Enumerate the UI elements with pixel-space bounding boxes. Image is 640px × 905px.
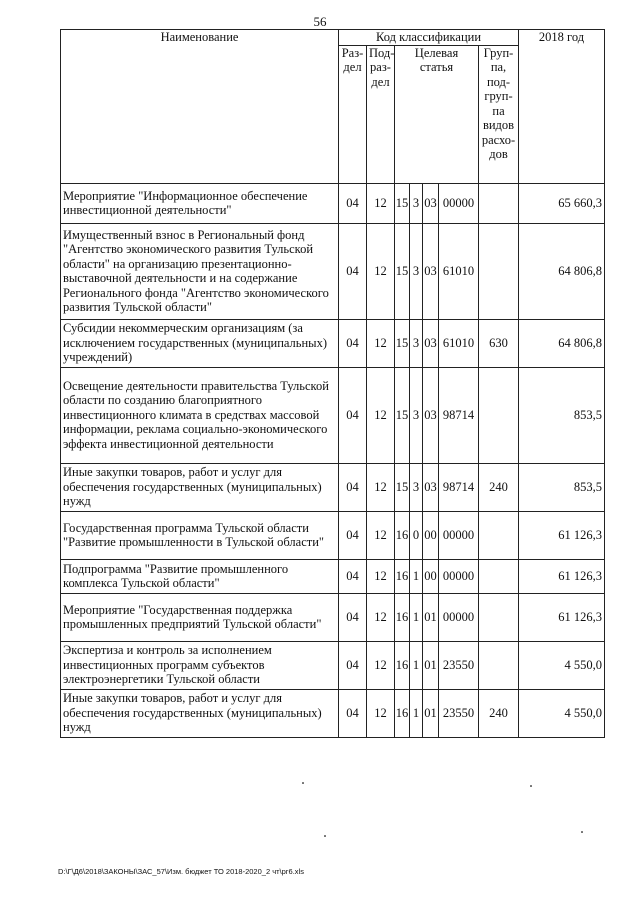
code-razdel: 04	[339, 223, 367, 319]
page-number: 56	[313, 14, 327, 29]
code-podrazdel: 12	[367, 223, 395, 319]
table-row	[61, 593, 605, 641]
row-amount: 853,5	[519, 367, 605, 463]
table-row	[61, 183, 605, 223]
code-expense-type: 630	[479, 319, 519, 367]
code-program: 15	[395, 319, 410, 367]
code-main-event: 03	[423, 183, 439, 223]
code-direction: 00000	[439, 559, 479, 593]
table-row	[61, 367, 605, 463]
row-amount: 64 806,8	[519, 223, 605, 319]
row-name: Субсидии некоммерческим организациям (за исключением государственных (муниципальных) учреждений)	[61, 319, 339, 367]
row-name: Иные закупки товаров, работ и услуг для обеспечения государственных (муниципальных) нужд	[61, 463, 339, 511]
code-podrazdel: 12	[367, 463, 395, 511]
code-razdel: 04	[339, 641, 367, 689]
header-target: Целевая статья	[395, 45, 479, 183]
header-year: 2018 год	[519, 30, 605, 184]
code-program: 16	[395, 511, 410, 559]
code-program: 15	[395, 367, 410, 463]
code-podrazdel: 12	[367, 593, 395, 641]
header-group: Груп- па, под- груп- па видов расхо- дов	[479, 45, 519, 183]
row-amount: 4 550,0	[519, 641, 605, 689]
code-direction: 61010	[439, 223, 479, 319]
code-razdel: 04	[339, 511, 367, 559]
code-razdel: 04	[339, 319, 367, 367]
code-subprogram: 1	[410, 593, 423, 641]
code-subprogram: 3	[410, 319, 423, 367]
code-direction: 00000	[439, 183, 479, 223]
header-code: Код классификации	[339, 30, 519, 46]
table-row	[61, 463, 605, 511]
row-name: Мероприятие "Информационное обеспечение инвестиционной деятельности"	[61, 183, 339, 223]
row-amount: 4 550,0	[519, 689, 605, 737]
code-direction: 00000	[439, 511, 479, 559]
code-subprogram: 3	[410, 367, 423, 463]
code-main-event: 03	[423, 367, 439, 463]
row-amount: 853,5	[519, 463, 605, 511]
table-row	[61, 319, 605, 367]
code-razdel: 04	[339, 689, 367, 737]
code-razdel: 04	[339, 367, 367, 463]
code-podrazdel: 12	[367, 511, 395, 559]
code-main-event: 03	[423, 223, 439, 319]
row-name: Освещение деятельности правительства Тульской области по созданию благоприятного инвестиционного климата в средствах массовой информации, реклама социально-экономического эффекта инвестиционной деятельности	[61, 367, 339, 463]
code-expense-type	[479, 559, 519, 593]
code-expense-type	[479, 641, 519, 689]
row-name: Имущественный взнос в Региональный фонд "Агентство экономического развития Тульской области" на организацию презентационно-выставочной деятельности и на содержание Регионального фонда "Агентство экономического развития Тульской области"	[61, 223, 339, 319]
code-program: 15	[395, 223, 410, 319]
header-name: Наименование	[61, 30, 339, 184]
code-razdel: 04	[339, 463, 367, 511]
code-main-event: 00	[423, 559, 439, 593]
code-podrazdel: 12	[367, 319, 395, 367]
code-expense-type	[479, 183, 519, 223]
header-razdel: Раз- дел	[339, 45, 367, 183]
table-row	[61, 689, 605, 737]
code-razdel: 04	[339, 559, 367, 593]
code-program: 16	[395, 559, 410, 593]
row-amount: 61 126,3	[519, 593, 605, 641]
code-expense-type: 240	[479, 689, 519, 737]
code-podrazdel: 12	[367, 367, 395, 463]
code-program: 15	[395, 183, 410, 223]
code-direction: 23550	[439, 689, 479, 737]
table-row	[61, 641, 605, 689]
code-program: 16	[395, 689, 410, 737]
table-row	[61, 559, 605, 593]
header-podrazdel: Под- раз- дел	[367, 45, 395, 183]
table-row	[61, 511, 605, 559]
code-razdel: 04	[339, 183, 367, 223]
table-row	[61, 223, 605, 319]
code-subprogram: 1	[410, 559, 423, 593]
scan-speck	[530, 785, 532, 787]
code-main-event: 01	[423, 689, 439, 737]
code-main-event: 03	[423, 319, 439, 367]
row-amount: 61 126,3	[519, 559, 605, 593]
code-main-event: 03	[423, 463, 439, 511]
scan-speck	[324, 835, 326, 837]
budget-table	[60, 29, 605, 738]
code-main-event: 01	[423, 593, 439, 641]
row-name: Мероприятие "Государственная поддержка промышленных предприятий Тульской области"	[61, 593, 339, 641]
row-amount: 64 806,8	[519, 319, 605, 367]
code-subprogram: 1	[410, 689, 423, 737]
code-direction: 23550	[439, 641, 479, 689]
code-direction: 00000	[439, 593, 479, 641]
row-name: Государственная программа Тульской области "Развитие промышленности в Тульской области"	[61, 511, 339, 559]
code-program: 16	[395, 641, 410, 689]
code-subprogram: 0	[410, 511, 423, 559]
code-program: 15	[395, 463, 410, 511]
code-subprogram: 1	[410, 641, 423, 689]
code-razdel: 04	[339, 593, 367, 641]
code-main-event: 00	[423, 511, 439, 559]
scan-speck	[302, 782, 304, 784]
row-name: Иные закупки товаров, работ и услуг для обеспечения государственных (муниципальных) нужд	[61, 689, 339, 737]
code-direction: 61010	[439, 319, 479, 367]
code-direction: 98714	[439, 367, 479, 463]
row-amount: 61 126,3	[519, 511, 605, 559]
scan-speck	[581, 831, 583, 833]
code-podrazdel: 12	[367, 559, 395, 593]
code-expense-type	[479, 593, 519, 641]
code-expense-type: 240	[479, 463, 519, 511]
code-expense-type	[479, 367, 519, 463]
row-name: Подпрограмма "Развитие промышленного комплекса Тульской области"	[61, 559, 339, 593]
code-main-event: 01	[423, 641, 439, 689]
code-subprogram: 3	[410, 463, 423, 511]
code-subprogram: 3	[410, 183, 423, 223]
code-podrazdel: 12	[367, 689, 395, 737]
code-podrazdel: 12	[367, 183, 395, 223]
code-subprogram: 3	[410, 223, 423, 319]
code-podrazdel: 12	[367, 641, 395, 689]
code-expense-type	[479, 511, 519, 559]
code-expense-type	[479, 223, 519, 319]
code-program: 16	[395, 593, 410, 641]
code-direction: 98714	[439, 463, 479, 511]
file-path-footer: D:\Г\Д6\2018\ЗАКОНЫ\ЗАС_57\Изм. бюджет ТО 2018-2020_2 чт\рг6.xls	[58, 867, 304, 876]
row-name: Экспертиза и контроль за исполнением инвестиционных программ субъектов электроэнергетики Тульской области	[61, 641, 339, 689]
row-amount: 65 660,3	[519, 183, 605, 223]
